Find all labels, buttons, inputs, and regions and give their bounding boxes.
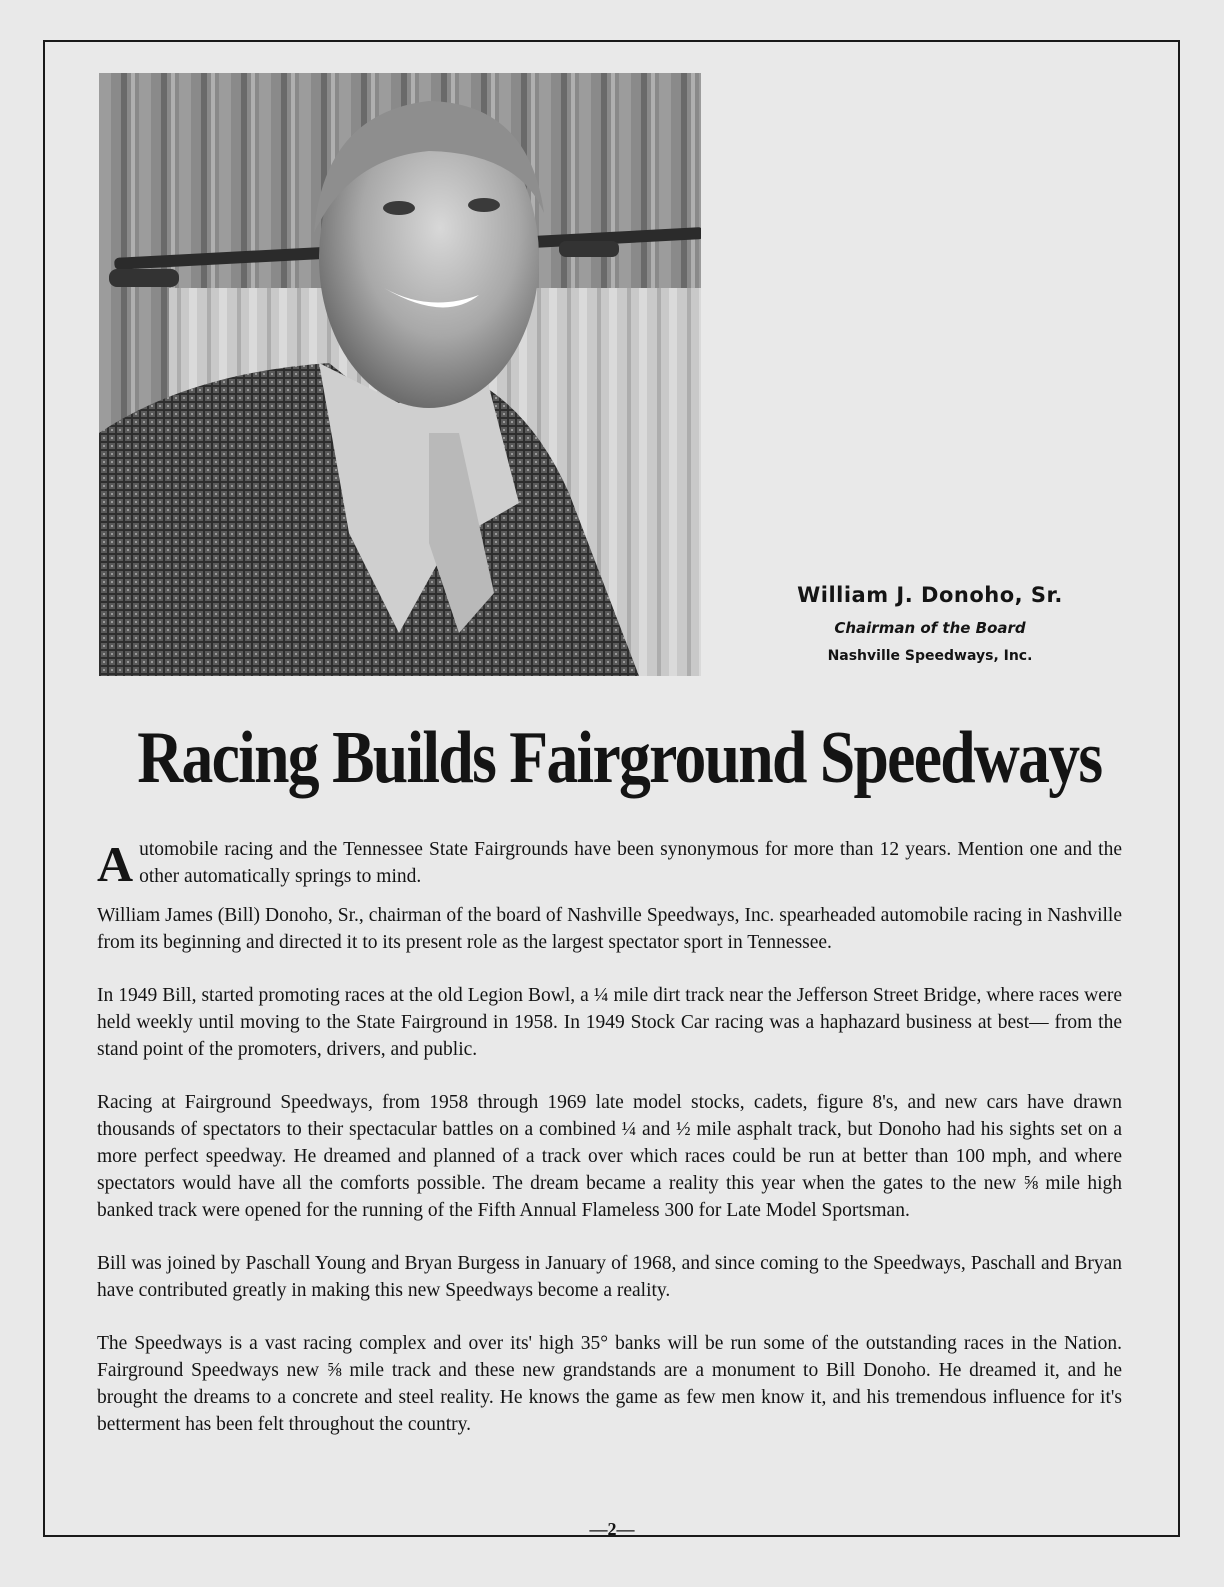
- photo-caption: [760, 583, 1100, 664]
- caption-organization: Nashville Speedways, Inc.: [827, 648, 1033, 664]
- page-number: —2—: [589, 1519, 635, 1539]
- intro-paragraph: [97, 836, 1122, 890]
- headline: Racing Builds Fairground Speedways: [137, 717, 1102, 799]
- article-paragraph: Racing at Fairground Speedways, from 1958 through 1969 late model stocks, cadets, figure 8's, and new cars have drawn thousands of spectators to their spectacular battles on a combined ¼ and ½ mile asphalt track, but Donoho had his sights set on a more perfect speedway. He dreamed and planned of a track over which races could be run at better than 100 mph, and where spectators would have all the comforts possible. The dream became a reality this year when the gates to the new ⅝ mile high banked track were opened for the running of the Fifth Annual Flameless 300 for Late Model Sportsman.: [97, 1092, 1122, 1221]
- article-paragraph: The Speedways is a vast racing complex and over its' high 35° banks will be run some of the outstanding races in the Nation. Fairground Speedways new ⅝ mile track and these new grandstands are a monument to Bill Donoho. He dreamed it, and he brought the dreams to a concrete and steel reality. He knows the game as few men know it, and his tremendous influence for it's betterment has been felt throughout the country.: [97, 1333, 1122, 1435]
- drop-cap: A: [97, 836, 134, 892]
- article-paragraph: William James (Bill) Donoho, Sr., chairman of the board of Nashville Speedways, Inc. spearheaded automobile racing in Nashville from its beginning and directed it to its present role as the largest spectator sport in Tennessee.: [97, 905, 1122, 953]
- caption-title: Chairman of the Board: [834, 619, 1026, 637]
- intro-text: utomobile racing and the Tennessee State Fairgrounds have been synonymous for more than 12 years. Mention one and the other automatically springs to mind.: [139, 839, 1122, 887]
- article-paragraph: Bill was joined by Paschall Young and Bryan Burgess in January of 1968, and since coming to the Speedways, Paschall and Bryan have contributed greatly in making this new Speedways become a reality.: [97, 1253, 1122, 1301]
- caption-name: William J. Donoho, Sr.: [797, 583, 1063, 607]
- portrait-photo: [99, 73, 701, 676]
- article-body: [97, 836, 1122, 1464]
- article-paragraph: In 1949 Bill, started promoting races at the old Legion Bowl, a ¼ mile dirt track near the Jefferson Street Bridge, where races were held weekly until moving to the State Fairground in 1958. In 1949 Stock Car racing was a haphazard business at best— from the stand point of the promoters, drivers, and public.: [97, 985, 1122, 1060]
